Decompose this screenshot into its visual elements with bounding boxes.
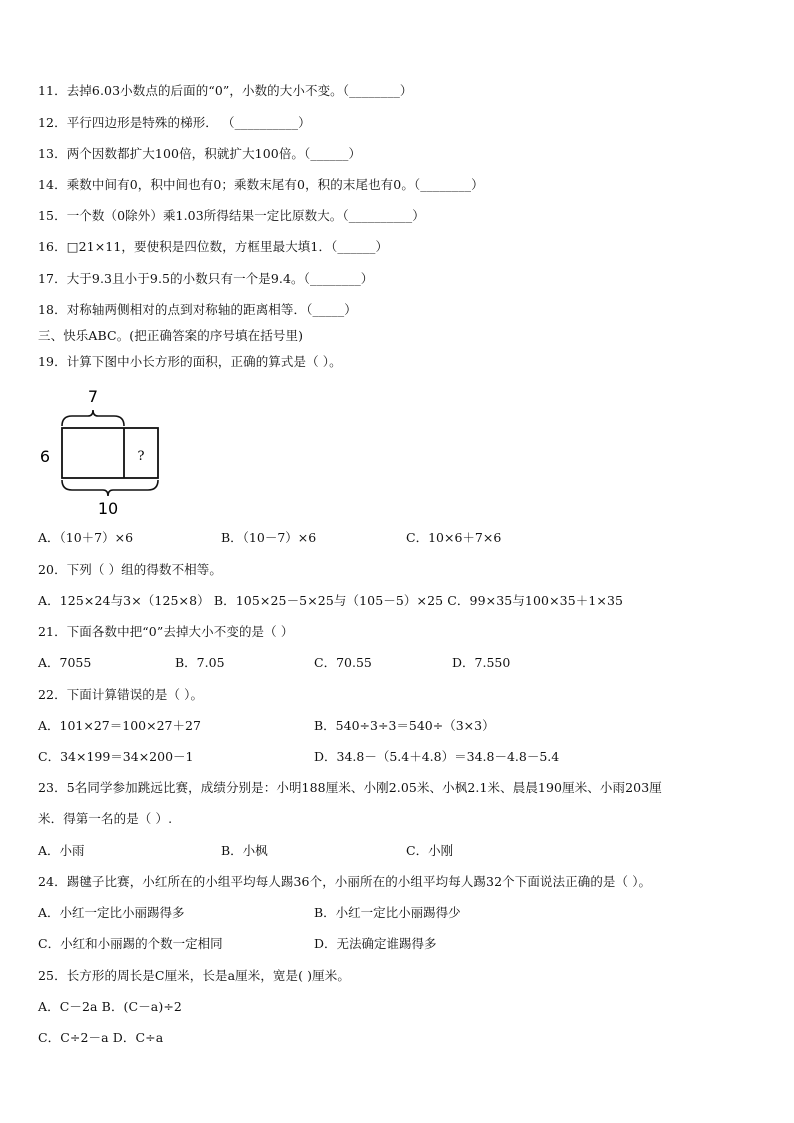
- question-11: 11．去掉6.03小数点的后面的“0”，小数的大小不变。（________）: [38, 83, 413, 98]
- q21-option-d: D．7.550: [452, 655, 511, 670]
- question-25-stem: 25．长方形的周长是C厘米，长是a厘米，宽是( )厘米。: [38, 968, 350, 983]
- question-22-stem: 22．下面计算错误的是（ ）。: [38, 687, 204, 702]
- question-17: 17．大于9.3且小于9.5的小数只有一个是9.4。（________）: [38, 271, 374, 286]
- bottom-label: 10: [97, 499, 119, 518]
- question-21-stem: 21．下面各数中把“0”去掉大小不变的是（ ）: [38, 624, 294, 639]
- left-label: 6: [39, 447, 51, 466]
- q21-option-b: B．7.05: [175, 655, 225, 670]
- question-18: 18．对称轴两侧相对的点到对称轴的距离相等．（_____）: [38, 302, 357, 317]
- q25-options-line1: A．C－2a B．(C－a)÷2: [38, 999, 182, 1014]
- q22-option-b: B．540÷3÷3＝540÷（3×3）: [314, 718, 495, 733]
- question-13: 13．两个因数都扩大100倍，积就扩大100倍。（______）: [38, 146, 362, 161]
- q22-option-a: A．101×27＝100×27＋27: [38, 718, 201, 733]
- section-heading: 三、快乐ABC。(把正确答案的序号填在括号里): [38, 328, 304, 343]
- q24-option-a: A．小红一定比小丽踢得多: [38, 905, 185, 920]
- q24-option-d: D．无法确定谁踢得多: [314, 936, 437, 951]
- q23-option-b: B．小枫: [221, 843, 268, 858]
- question-16: 16．□21×11，要使积是四位数，方框里最大填1．（______）: [38, 239, 389, 254]
- q25-options-line2: C．C÷2－a D．C÷a: [38, 1030, 164, 1045]
- q19-option-a: A．（10＋7）×6: [38, 530, 134, 545]
- question-20-stem: 20．下列（ ）组的得数不相等。: [38, 562, 222, 577]
- question-12: 12．平行四边形是特殊的梯形． （__________）: [38, 115, 311, 130]
- question-19-stem: 19．计算下图中小长方形的面积，正确的算式是（ ）。: [38, 354, 342, 369]
- question-23-stem-line2: 米．得第一名的是（ ）.: [38, 811, 173, 826]
- question-14: 14．乘数中间有0，积中间也有0；乘数末尾有0，积的末尾也有0。（________）: [38, 177, 484, 192]
- small-rectangle-label: ?: [137, 449, 145, 464]
- q22-option-d: D．34.8－（5.4＋4.8）＝34.8－4.8－5.4: [314, 749, 560, 764]
- q23-option-a: A．小雨: [38, 843, 85, 858]
- q22-option-c: C．34×199＝34×200－1: [38, 749, 194, 764]
- question-24-stem: 24．踢毽子比赛，小红所在的小组平均每人踢36个，小丽所在的小组平均每人踢32个下面说法正确的是（ ）。: [38, 874, 652, 889]
- question-15: 15．一个数（0除外）乘1.03所得结果一定比原数大。（__________）: [38, 208, 425, 223]
- top-brace: [62, 410, 124, 426]
- top-label: 7: [87, 387, 99, 406]
- question-23-stem-line1: 23．5名同学参加跳远比赛，成绩分别是：小明188厘米、小刚2.05米、小枫2.1米、晨晨190厘米、小雨203厘: [38, 780, 662, 795]
- q24-option-c: C．小红和小丽踢的个数一定相同: [38, 936, 223, 951]
- q24-option-b: B．小红一定比小丽踢得少: [314, 905, 461, 920]
- q21-option-a: A．7055: [38, 655, 92, 670]
- q21-option-c: C．70.55: [314, 655, 372, 670]
- q19-option-c: C．10×6＋7×6: [406, 530, 502, 545]
- q20-options: A．125×24与3×（125×8） B．105×25－5×25与（105－5）×25 C．99×35与100×35＋1×35: [38, 593, 624, 608]
- q19-option-b: B．（10－7）×6: [221, 530, 317, 545]
- bottom-brace: [62, 480, 158, 496]
- rectangle-figure: [36, 384, 176, 520]
- q23-option-c: C．小刚: [406, 843, 454, 858]
